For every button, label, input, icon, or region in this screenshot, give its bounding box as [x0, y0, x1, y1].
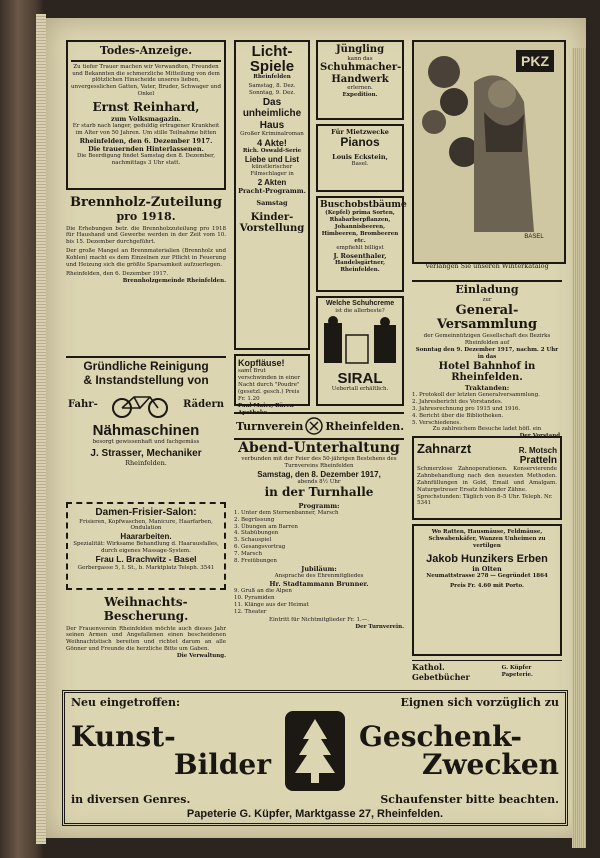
cinema-place: Rheinfelden	[253, 74, 291, 80]
repair-sub: besorgt gewissenhaft und fachgemäss	[92, 438, 200, 445]
list-item: 2. Jahresbericht des Vorstandes.	[412, 398, 503, 405]
repair-line1: Gründliche Reinigung	[83, 359, 209, 373]
salon-title: Damen-Frisier-Salon:	[95, 507, 197, 518]
cinema-title-b: unheimliche	[242, 108, 302, 120]
list-item: 2. Begrüssung	[234, 516, 275, 523]
meeting-venue: Hotel Bahnhof in Rheinfelden.	[438, 360, 536, 384]
salon-services: Frisieren, Kopfwaschen, Manicure, Haarfarben, Ondulation	[79, 518, 213, 532]
shoe-cream-illustration-icon	[320, 315, 402, 367]
apprentice-learn: erlernen.	[347, 85, 373, 92]
gym-left: Turnverein	[236, 419, 304, 433]
apprentice-title: Jüngling	[335, 44, 385, 55]
prayerbook-left: Kathol. Gebetbücher	[412, 662, 470, 682]
bicycle-icon	[110, 392, 170, 418]
list-item: 3. Jahresrechnung pro 1915 und 1916.	[412, 405, 521, 412]
art-word-2: Bilder	[173, 748, 271, 781]
apprentice-ad	[316, 40, 404, 120]
apprentice-trade-a: Schuhmacher-	[320, 62, 402, 74]
salon-name: Frau L. Brachwitz - Basel	[95, 554, 197, 565]
list-item: 12. Theater	[234, 608, 267, 615]
art-word-1: Kunst-	[71, 720, 176, 753]
cinema-dates: Samstag, 8. Dez. Sonntag, 9. Dez.	[248, 82, 296, 96]
list-item: 10. Pyramiden	[234, 594, 275, 601]
pest-address: Neumattstrasse 278 — Gegründet 1864	[426, 573, 548, 580]
pkz-brand: PKZ	[521, 53, 549, 69]
death-mourners: Die trauernden Hinterlassenen.	[88, 144, 204, 153]
prayerbook-ad	[412, 660, 562, 683]
evening-speaker: Hr. Stadtammann Brunner.	[269, 579, 369, 588]
apprentice-body: kann das	[347, 55, 373, 62]
firewood-body2: Der große Mangel an Brennmaterialien (Brennholz und Kohlen) macht es dem Einzelnen zur Pflicht in Feuerung und Heizung sich die größte Sparsamkeit aufzuerlegen.	[66, 248, 226, 268]
cinema-program: Pracht-Programm.	[238, 187, 306, 196]
pest-price: Preis Fr. 4.60 mit Porto.	[450, 583, 524, 590]
dentist-title: Zahnarzt	[417, 441, 472, 456]
repair-name: J. Strasser, Mechaniker	[90, 447, 202, 459]
death-burial: Die Beerdigung findet Samstag den 8. Dezember, nachmittags 3 Uhr statt.	[77, 152, 215, 166]
dentist-ad	[412, 436, 562, 520]
evening-program-list	[234, 510, 404, 565]
evening-title: Abend-Unterhaltung	[238, 440, 400, 456]
firewood-year: pro 1918.	[116, 209, 176, 223]
meeting-agenda-title: Traktanden:	[464, 383, 510, 392]
cinema-ad	[234, 40, 310, 350]
cinema-name: Licht-Spiele	[249, 43, 295, 75]
meeting-date: Sonntag den 9. Dezember 1917, nachm. 2 Uhr in das	[415, 347, 559, 361]
pkz-ad	[412, 40, 566, 264]
firewood-sign: Brennholzgemeinde Rheinfelden.	[122, 277, 226, 284]
shoe-brand: SIRAL	[337, 369, 383, 387]
death-date: Rheinfelden, den 6. Dezember 1917.	[79, 136, 213, 145]
death-detail: Er starb nach langer, geduldig ertragener Krankheit im Alter von 50 Jahren. Um stille Teilnahme bitten	[72, 122, 220, 136]
meeting-closing: Zu zahlreichem Besuche ladet höfl. ein	[432, 426, 542, 433]
evening-date: Samstag, den 8. Dezember 1917,	[257, 469, 381, 479]
cinema-kids-b: Vorstellung	[239, 223, 305, 235]
window-label: Schaufenster bitte beachten.	[380, 793, 559, 806]
cinema-genre: Großer Kriminalroman	[240, 131, 304, 138]
pest-head: Wo Ratten, Hausmäuse, Feldmäuse, Schwabenkäfer, Wanzen Unheimen zu vertilgen	[428, 529, 546, 549]
cinema-kids-a: Kinder-	[250, 211, 294, 223]
meeting-sub: zur	[482, 296, 492, 303]
pest-name: Jakob Hunzikers Erben	[426, 552, 548, 565]
gift-word-2: Zwecken	[422, 748, 559, 781]
dentist-phone: Sprechstunden: Täglich von 8–5 Uhr. Teleph. Nr. 5341	[417, 493, 553, 507]
trees-trade: Handelsgärtner,	[334, 259, 386, 266]
meeting-agenda-list	[412, 392, 562, 426]
pest-control-ad	[412, 524, 562, 656]
evening-program-title: Programm:	[298, 501, 340, 510]
xmas-sign: Die Verwaltung.	[176, 653, 226, 660]
newspaper-page	[46, 18, 586, 838]
cinema-feature: Liebe und List	[244, 155, 300, 165]
trees-from: empfiehlt billigst	[336, 244, 384, 251]
cinema-cast: Rich. Oswald-Serie	[242, 148, 302, 155]
list-item: 4. Stabübungen	[234, 530, 279, 537]
dentist-city: Pratteln	[519, 455, 557, 466]
piano-name: Louis Eckstein,	[332, 152, 388, 161]
cinema-title-c: Haus	[259, 119, 285, 131]
book-spine	[36, 14, 46, 844]
shoe-head: Welche Schuhcreme	[325, 300, 395, 307]
christmas-tree-emblem-icon	[283, 709, 347, 793]
cinema-acts: 4 Akte!	[257, 138, 287, 148]
list-item: 11. Klänge aus der Heimat	[234, 601, 309, 608]
xmas-notice	[66, 596, 226, 686]
repair-place: Rheinfelden.	[125, 459, 167, 468]
list-item: 8. Freiübungen	[234, 557, 277, 564]
trees-place: Rheinfelden.	[340, 266, 380, 273]
pkz-illustration-icon	[414, 42, 560, 242]
trees-ad	[316, 196, 407, 292]
evening-program-list-2	[234, 588, 404, 616]
list-item: 7. Marsch	[234, 551, 262, 558]
evening-event	[234, 440, 404, 686]
death-notice-title: Todes-Anzeige.	[99, 44, 193, 57]
repair-ad	[66, 356, 226, 498]
evening-jubilee: Jubiläum:	[301, 564, 337, 573]
list-item: 1. Unter dem Sternenbanner, Marsch	[234, 509, 339, 516]
prayerbook-right: G. Küpfer Papeterie.	[501, 665, 533, 678]
piano-ad	[316, 124, 404, 192]
genres-label: in diversen Genres.	[71, 793, 191, 806]
firewood-notice	[66, 196, 226, 351]
piano-city: Basel.	[351, 161, 369, 168]
salon-ad	[66, 502, 226, 590]
firewood-title: Brennholz-Zuteilung	[70, 195, 222, 210]
shop-footer: Papeterie G. Küpfer, Marktgasse 27, Rheinfelden.	[186, 808, 444, 820]
death-notice-intro: Zu tiefer Trauer machen wir Verwandten, Freunden und Bekannten die schmerzliche Mitteilung von dem plötzlichen Hinscheide unseres lieben, unvergesslichen Gatten, Vater, Bruder, Schwager und Onkel	[71, 63, 221, 98]
deceased-sub: zum Volksmagazin.	[111, 114, 181, 123]
list-item: 9. Gruß an die Alpen	[234, 587, 292, 594]
page-edge	[572, 48, 586, 848]
gym-emblem-icon	[303, 416, 325, 436]
suited-label: Eignen sich vorzüglich zu	[400, 696, 559, 709]
evening-sub: verbunden mit der Feier des 50-jährigen Bestehens des Turnvereins Rheinfelden	[241, 456, 397, 469]
firewood-body1: Die Erhebungen betr. die Brennholzzuteilung pro 1918 für Haushand und Gewerbe werden in der Zeit vom 10. bis 15. Dezember durchgeführt.	[66, 225, 226, 246]
apprentice-where: Expedition.	[342, 92, 378, 99]
cinema-saturday: Samstag	[256, 199, 288, 208]
salon-hair: Haararbeiten.	[120, 532, 172, 542]
shoe-small: Uebertall erhältlich.	[331, 385, 389, 392]
shoe-sub: ist die allerbeste?	[335, 308, 385, 315]
pest-city: in Olten	[472, 565, 502, 574]
dentist-body: Schmerzlose Zahnoperationen. Konservierende Zahnbehandlung nach den neuesten Methoden. Zahnfüllungen in Gold, Email und Amalgam. Naturgetreuer Ersatz fehlender Zähne.	[417, 466, 557, 493]
list-item: 5. Schauspiel	[234, 537, 272, 544]
firewood-date: Rheinfelden, den 6. Dezember 1917.	[66, 270, 169, 277]
lice-shop: Paul Maier, Bären Apotheke	[238, 402, 294, 416]
gym-right: Rheinfelden.	[325, 419, 405, 433]
meeting-sign: Der Vorstand.	[519, 433, 562, 440]
cinema-feature-acts: 2 Akten	[257, 178, 287, 188]
gift-word-1: Geschenk-	[359, 720, 522, 753]
evening-sign: Der Turnverein.	[355, 624, 404, 631]
shoe-cream-ad	[316, 296, 404, 406]
bike-right-text: Rädern	[183, 399, 224, 411]
list-item: 3. Übungen am Barren	[234, 523, 298, 530]
evening-venue: in der Turnhalle	[264, 484, 374, 499]
cinema-feature-detail: künstlerischer Filmschlager in	[250, 164, 294, 178]
xmas-title: Weihnachts-Bescherung.	[103, 595, 189, 623]
lice-body: samt Brut verschwinden in einer Nacht durch "Poudre" (gesetzl. gesch.) Preis Fr. 1.20	[238, 368, 301, 402]
deceased-name: Ernst Reinhard,	[92, 100, 200, 115]
evening-time: abends 8½ Uhr	[297, 479, 341, 486]
lice-title: Kopfläuse!	[238, 358, 285, 368]
xmas-body: Der Frauenverein Rheinfelden möchte auch dieses Jahr seinen Armen und Angefallenen einen bescheidenen Weihnachtstisch bereiten und richtet darum an alle Gönner und Freunde die herzliche Bitte um Gaben.	[66, 625, 226, 653]
bike-left-text: Fahr-	[68, 399, 98, 411]
meeting-org: der Gemeinnützigen Gesellschaft des Bezirks Rheinfelden auf	[423, 333, 551, 347]
list-item: 4. Bericht über die Bibliotheken.	[412, 412, 504, 419]
meeting-title: General-Versammlung	[436, 302, 538, 333]
trees-title: Buschobstbäume	[320, 200, 407, 210]
lice-ad	[234, 354, 310, 416]
evening-speech: Ansprache des Ehrenmitgliedes	[274, 572, 364, 579]
death-notice	[66, 40, 226, 190]
salon-address: Gerbergasse 5, I. St., b. Marktplatz Teleph. 3541	[77, 564, 215, 571]
arrived-label: Neu eingetroffen:	[71, 696, 181, 709]
meeting-head: Einladung	[455, 283, 519, 296]
gym-banner	[234, 412, 404, 440]
piano-head: Für Mietzwecke	[331, 128, 389, 136]
salon-special: Spezialität: Wirksame Behandlung d. Haarausfalles, durch eigenes Massage-System.	[73, 541, 219, 555]
list-item: 6. Gesangsvortrag	[234, 544, 286, 551]
evening-entry: Eintritt für Nichtmitglieder Fr. 1.—.	[269, 617, 369, 624]
pkz-caption: Verlangen Sie unseren Winterkatalog	[425, 262, 549, 270]
meeting-notice	[412, 280, 562, 440]
cinema-title-a: Das	[262, 96, 282, 108]
piano-title: Pianos	[340, 135, 380, 150]
list-item: 1. Protokoll der letzten Generalversammlung.	[412, 392, 540, 399]
art-gift-ad	[62, 690, 568, 826]
pkz-city: BASEL	[524, 234, 544, 240]
repair-machines: Nähmaschinen	[92, 421, 200, 439]
trees-name: J. Rosenthaler,	[333, 251, 387, 260]
trees-body: (Kepfel) prima Sorten, Rhabarberpflanzen, Johannisbeeren, Himbeeren, Brombeeren etc.	[321, 210, 399, 244]
repair-line2: & Instandstellung von	[83, 372, 209, 387]
list-item: 5. Verschiedenes.	[412, 419, 461, 426]
apprentice-trade-b: Handwerk	[331, 73, 389, 85]
dentist-name: R. Motsch	[518, 446, 557, 455]
